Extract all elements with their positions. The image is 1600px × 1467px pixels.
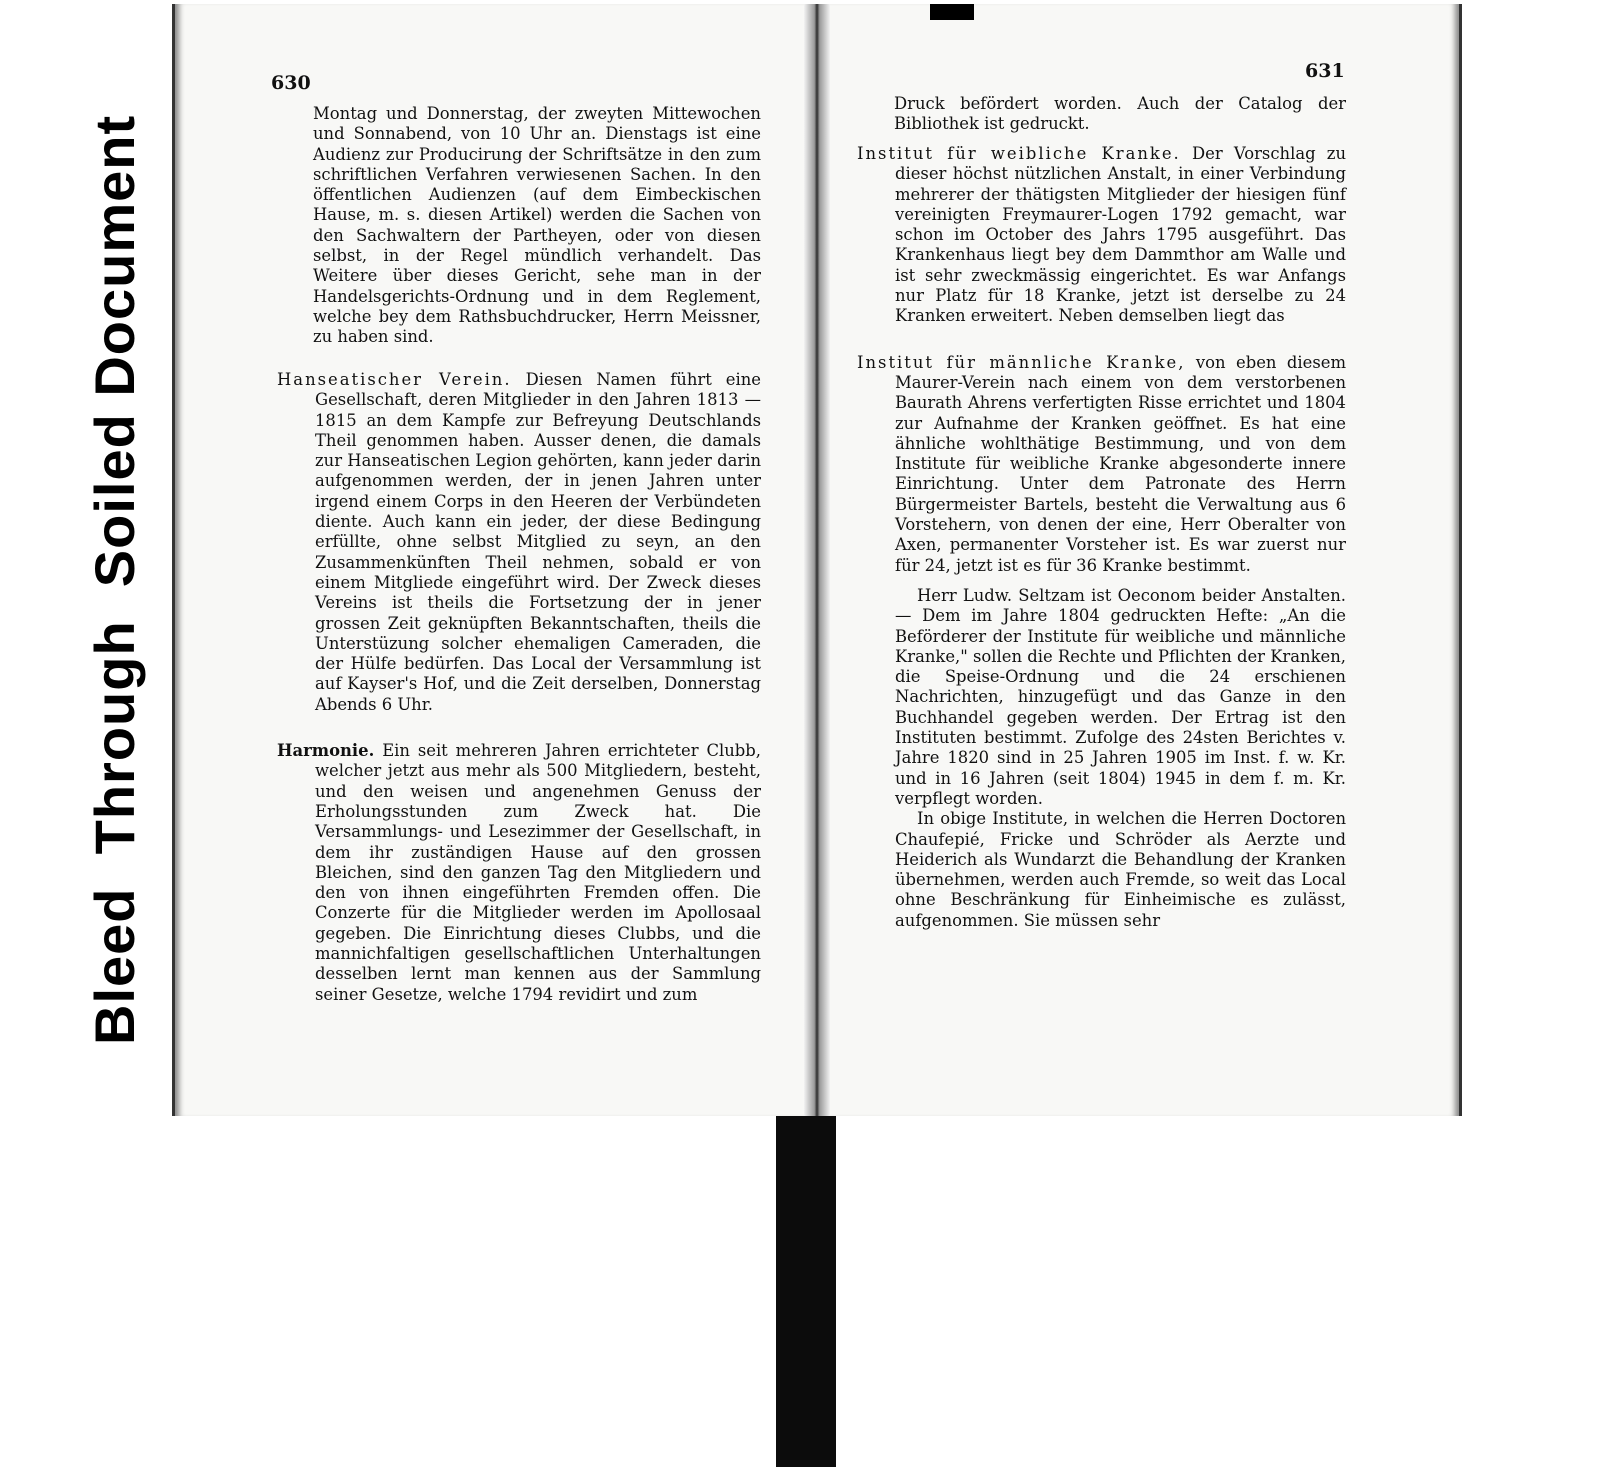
watermark-label [85, 45, 145, 1045]
entry-text: Ein seit mehreren Jahren errichteter Clubb, welcher jetzt aus mehr als 500 Mitgliedern, besteht, und den weisen und angenehmen Genuss der Erholungsstunden zum Zweck hat. Die Versammlungs- und Lesezimmer der Gesellschaft, in dem ihr zuständigen Hause auf den grossen Bleichen, sind den ganzen Tag den Mitgliedern und den von ihnen eingeführten Fremden offen. Die Conzerte für die Mitglieder werden im Apollosaal gegeben. Die Einrichtung dieses Clubbs, und die mannichfaltigen gesellschaftlichen Unterhaltungen desselben lernt man kennen aus der Sammlung seiner Gesetze, welche 1794 revidirt und zum [315, 741, 761, 1004]
entry-heading: Harmonie. [277, 741, 375, 761]
entry-harmonie [277, 741, 761, 1005]
entry-heading: Institut für weibliche Kranke. [857, 144, 1181, 163]
open-book [172, 4, 1462, 1116]
left-column-entries [277, 370, 761, 1005]
watermark-text: Bleed Through Soiled Document [83, 114, 146, 1045]
paragraph: Druck befördert worden. Auch der Catalog der Bibliothek ist gedruckt. [894, 94, 1346, 134]
entry-institut-maennliche [857, 353, 1346, 576]
entry-text: von eben diesem Maurer-Verein nach einem von dem verstorbenen Baurath Ahrens verfertigten Risse errichtet und 1804 zur Aufnahme der Kranken geöffnet. Es hat eine ähnliche wohlthätige Bestimmung, und von dem Institute für weibliche Kranke abgesonderte innere Einrichtung. Unter dem Patronate des Herrn Bürgermeister Bartels, besteht die Verwaltung aus 6 Vorstehern, von denen der eine, Herr Oberalter von Axen, permanenter Vorsteher ist. Es war zuerst nur für 24, jetzt ist es für 36 Kranke bestimmt. [895, 352, 1346, 575]
page-number-right: 631 [1305, 60, 1345, 82]
paragraph: Montag und Donnerstag, der zweyten Mittewochen und Sonnabend, von 10 Uhr an. Dienstags ist eine Audienz zur Producirung der Schriftsätze in den zum schriftlichen Verfahren verwiesenen Sachen. In den öffentlichen Audienzen (auf dem Eimbeckischen Hause, m. s. diesen Artikel) werden die Sachen von den Sachwaltern der Partheyen, oder von diesen selbst, in der Regel mündlich verhandelt. Das Weitere über dieses Gericht, sehe man in der Handelsgerichts-Ordnung und in dem Reglement, welche bey dem Rathsbuchdrucker, Herrn Meissner, zu haben sind. [313, 104, 761, 347]
entry-heading: Hanseatischer Verein. [277, 370, 512, 389]
book-gutter [804, 4, 830, 1116]
left-page [172, 4, 817, 1116]
paragraph-institute-fremde: In obige Institute, in welchen die Herren Doctoren Chaufepié, Fricke und Schröder als Aerzte und Heiderich als Wundarzt die Behandlung der Kranken übernehmen, werden auch Fremde, so weit das Local ohne Beschränkung für Einheimische es zulässt, aufgenommen. Sie müssen sehr [895, 809, 1346, 930]
entry-institut-weibliche [857, 144, 1346, 327]
entry-hanseatischer-verein [277, 370, 761, 715]
left-column [313, 104, 761, 348]
right-page [817, 4, 1462, 1116]
entry-heading: Institut für männliche Kranke, [857, 352, 1186, 372]
entry-text: Diesen Namen führt eine Gesellschaft, deren Mitglieder in den Jahren 1813 — 1815 an dem Kampfe zur Befreyung Deutschlands Theil genommen haben. Ausser denen, die damals zur Hanseatischen Legion gehörten, kann jeder darin aufgenommen werden, der in jenen Jahren unter irgend einem Corps in den Heeren der Verbündeten diente. Auch kann ein jeder, der diese Bedingung erfüllte, ohne selbst Mitglied zu seyn, an den Zusammenkünften Theil nehmen, sobald er von einem Mitgliede eingeführt wird. Der Zweck dieses Vereins ist theils die Fortsetzung der in jener grossen Zeit geknüpften Bekanntschaften, theils die Unterstüzung solcher ehemaligen Cameraden, die der Hülfe bedürfen. Das Local der Versammlung ist auf Kayser's Hof, und die Zeit derselben, Donnerstag Abends 6 Uhr. [315, 370, 761, 714]
bookmark-ribbon-top [930, 4, 974, 20]
page-number-left: 630 [271, 72, 311, 94]
paragraph-seltzam: Herr Ludw. Seltzam ist Oeconom beider Anstalten. — Dem im Jahre 1804 gedruckten Hefte: „An die Beförderer der Institute für weibliche und männliche Kranke," sollen die Rechte und Pflichten der Kranken, die Speise-Ordnung und die 24 erschienen Nachrichten, hinzugefügt und das Ganze in den Buchhandel gegeben werden. Der Ertrag ist den Instituten bestimmt. Zufolge des 24sten Berichtes v. Jahre 1820 sind in 25 Jahren 1905 im Inst. f. w. Kr. und in 16 Jahren (seit 1804) 1945 in dem f. m. Kr. verpflegt worden. [895, 585, 1346, 808]
bookmark-ribbon [776, 1116, 836, 1467]
entry-text: Der Vorschlag zu dieser höchst nützlichen Anstalt, in einer Verbindung mehrerer der thätigsten Mitglieder der hiesigen fünf vereinigten Freymaurer-Logen 1792 gemacht, war schon im October des Jahrs 1795 ausgeführt. Das Krankenhaus liegt bey dem Dammthor am Walle und ist sehr zweckmässig eingerichtet. Es war Anfangs nur Platz für 18 Kranke, jetzt ist derselbe zu 24 Kranken erweitert. Neben demselben liegt das [895, 144, 1346, 326]
right-column-entries [857, 144, 1346, 931]
right-column [894, 94, 1346, 135]
